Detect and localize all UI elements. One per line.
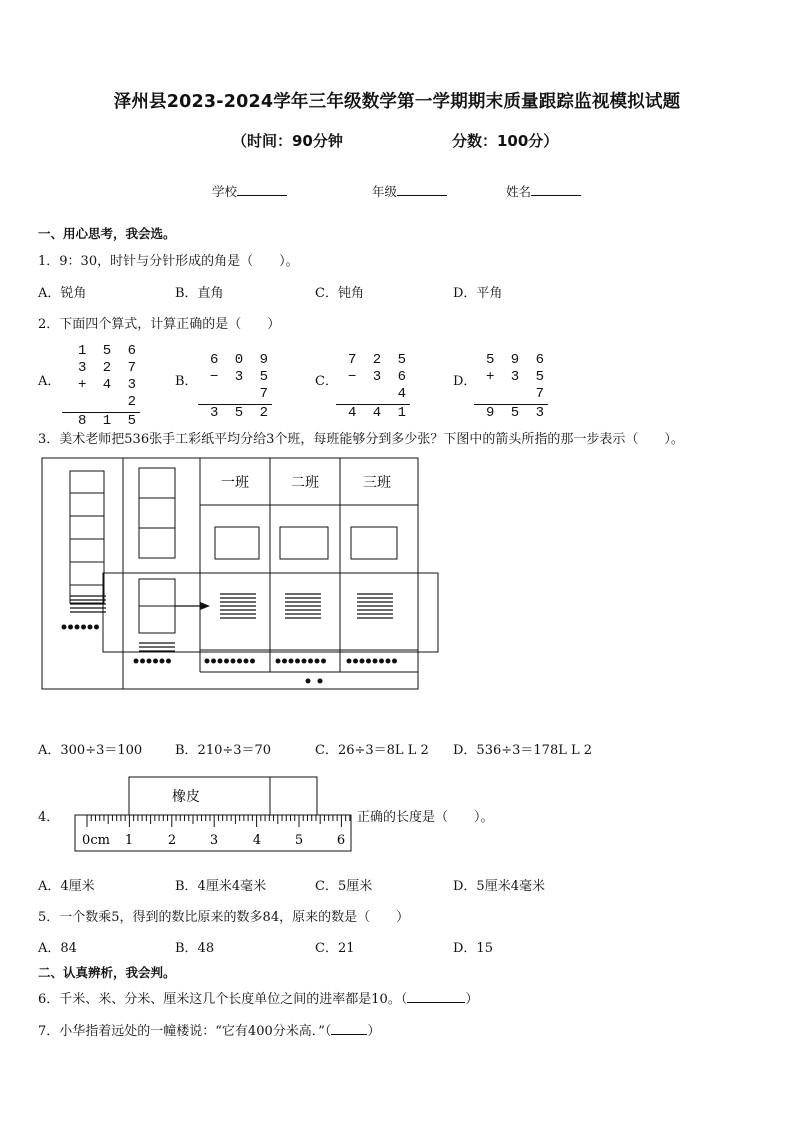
question-6 (38, 988, 478, 1007)
name-field[interactable] (506, 182, 581, 200)
vertical-calc-b (198, 352, 272, 422)
q6-text: 6．千米、米、分米、厘米这几个长度单位之间的进率都是10。（ (38, 992, 408, 1007)
ruler-label-1: 1 (124, 833, 134, 848)
class-label-3: 三班 (363, 475, 391, 491)
question-5: 5．一个数乘5，得到的数比原来的数多84，原来的数是（ ） (38, 910, 410, 925)
class-label-2: 二班 (291, 475, 319, 491)
calc-a-line3: + 4 3 2 (77, 377, 140, 410)
q1-option-d[interactable]: D．平角 (453, 286, 503, 301)
q2-option-c[interactable]: C． (315, 374, 338, 389)
vertical-calc-c (336, 352, 410, 422)
q6-close: ） (465, 992, 479, 1007)
vertical-calc-a (62, 343, 140, 430)
calc-d-result: 9 5 3 (485, 405, 548, 421)
q6-answer-blank[interactable] (407, 990, 465, 1003)
q7-text: 7．小华指着远处的一幢楼说：“它有400分米高．”（ (38, 1024, 332, 1039)
class-label-1: 一班 (221, 475, 249, 491)
q2-option-d[interactable]: D． (453, 374, 477, 389)
calc-d-line1: 5 9 6 (485, 352, 548, 368)
vertical-calc-d (474, 352, 548, 422)
ruler-label-3: 3 (209, 833, 219, 848)
q3-option-c[interactable]: C．26÷3＝8L L 2 (315, 743, 429, 758)
q5-option-c[interactable]: C．21 (315, 941, 355, 956)
question-4-text: 正确的长度是（ ）。 (357, 810, 494, 825)
q4-option-a[interactable]: A．4厘米 (38, 879, 95, 894)
arrow-head-icon (200, 602, 210, 610)
q7-answer-blank[interactable] (331, 1022, 367, 1035)
eraser (129, 777, 317, 815)
q7-close: ） (367, 1024, 381, 1039)
exam-time: （时间：90分钟 (232, 132, 343, 150)
section1-heading: 一、用心思考，我会选。 (38, 226, 176, 241)
page-title: 泽州县2023-2024学年三年级数学第一学期期末质量跟踪监视模拟试题 (113, 92, 681, 112)
ruler-label-6: 6 (336, 833, 346, 848)
q4-option-b[interactable]: B．4厘米4毫米 (175, 879, 267, 894)
calc-c-line1: 7 2 5 (347, 352, 410, 368)
calc-a-result: 8 1 5 (77, 413, 140, 429)
question-7 (38, 1020, 380, 1039)
ruler-label-5: 5 (294, 833, 304, 848)
q3-option-d[interactable]: D．536÷3＝178L L 2 (453, 743, 593, 758)
eraser-label: 橡皮 (172, 789, 200, 805)
ruler-label-2: 2 (167, 833, 177, 848)
question-3: 3．美术老师把536张手工彩纸平均分给3个班，每班能够分到多少张？下图中的箭头所指的那一步表示（ ）。 (38, 432, 684, 447)
grade-field[interactable] (372, 182, 447, 200)
q3-option-b[interactable]: B．210÷3＝70 (175, 743, 272, 758)
exam-score: 分数：100分） (452, 132, 559, 150)
calc-c-result: 4 4 1 (347, 405, 410, 421)
grade-blank[interactable] (397, 185, 447, 196)
q1-option-b[interactable]: B．直角 (175, 286, 224, 301)
question-1: 1．9：30，时针与分针形成的角是（ ）。 (38, 254, 299, 269)
ruler-diagram (72, 774, 357, 854)
school-label: 学校 (212, 184, 238, 199)
calc-a-line2: 3 2 7 (77, 360, 140, 376)
school-field[interactable] (212, 182, 287, 200)
question-4-number: 4． (38, 810, 60, 825)
q4-option-c[interactable]: C．5厘米 (315, 879, 373, 894)
q2-option-a[interactable]: A． (38, 374, 61, 389)
name-blank[interactable] (531, 185, 581, 196)
division-diagram (38, 455, 448, 695)
calc-b-result: 3 5 2 (209, 405, 272, 421)
name-label: 姓名 (506, 184, 532, 199)
ruler-label-4: 4 (252, 833, 262, 848)
calc-d-line2: + 3 5 7 (485, 369, 548, 402)
q5-option-b[interactable]: B．48 (175, 941, 215, 956)
q5-option-d[interactable]: D．15 (453, 941, 493, 956)
question-2: 2．下面四个算式，计算正确的是（ ） (38, 317, 281, 332)
calc-b-line1: 6 0 9 (209, 352, 272, 368)
ruler-label-0: 0cm (82, 833, 110, 848)
calc-b-line2: − 3 5 7 (209, 369, 272, 402)
q1-option-c[interactable]: C．钝角 (315, 286, 364, 301)
section2-heading: 二、认真辨析，我会判。 (38, 965, 176, 980)
calc-a-line1: 1 5 6 (77, 343, 140, 359)
grade-label: 年级 (372, 184, 398, 199)
school-blank[interactable] (237, 185, 287, 196)
calc-c-line2: − 3 6 4 (347, 369, 410, 402)
q3-option-a[interactable]: A．300÷3＝100 (38, 743, 143, 758)
q5-option-a[interactable]: A．84 (38, 941, 77, 956)
q1-option-a[interactable]: A．锐角 (38, 286, 87, 301)
q2-option-b[interactable]: B． (175, 374, 198, 389)
q4-option-d[interactable]: D．5厘米4毫米 (453, 879, 545, 894)
